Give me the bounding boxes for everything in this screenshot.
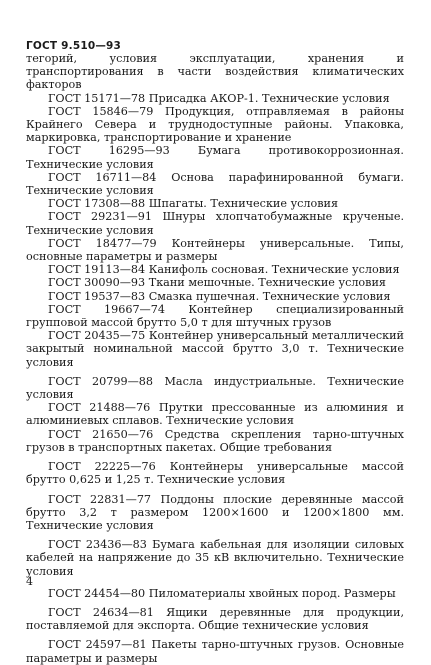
list-item: ГОСТ 17308—88 Шпагаты. Технические условия (48, 197, 339, 211)
list-item: ГОСТ 22225—76 Контейнеры универсальные массой брутто 0,625 и 1,25 т. Технические условия (26, 460, 404, 487)
page-header: ГОСТ 9.510—93 (26, 40, 122, 52)
list-item: ГОСТ 18477—79 Контейнеры универсальные. Типы, основные параметры и размеры (26, 236, 404, 264)
list-item: ГОСТ 16295—93 Бумага противокоррозионная. Технические условия (26, 144, 404, 171)
list-item: ГОСТ 21488—76 Прутки прессованные из алюминия и алюминиевых сплавов. Технические условия (26, 401, 404, 428)
list-item: ГОСТ 24597—81 Пакеты тарно-штучных грузов. Основные параметры и размеры (26, 638, 404, 665)
list-item: ГОСТ 21650—76 Средства скрепления тарно-штучных грузов в транспортных пакетах. Общие требования (26, 427, 404, 454)
list-item: тегорий, условия эксплуатации, хранения и транспортирования в части воздействия климатических факторов (26, 52, 404, 92)
list-item: ГОСТ 24634—81 Ящики деревянные для продукции, поставляемой для экспорта. Общие технические условия (26, 605, 404, 633)
list-item: ГОСТ 19113—84 Канифоль сосновая. Технические условия (48, 263, 400, 277)
list-item: ГОСТ 20435—75 Контейнер универсальный металлический закрытый номинальной массой брутто 3,0 т. Технические условия (26, 329, 404, 369)
list-item: ГОСТ 24454—80 Пиломатериалы хвойных пород. Размеры (48, 586, 396, 600)
list-item: ГОСТ 23436—83 Бумага кабельная для изоляции силовых кабелей на напряжение до 35 кВ включительно. Технические условия (26, 538, 404, 578)
list-item: ГОСТ 15846—79 Продукция, отправляемая в районы Крайнего Севера и труднодоступные районы. Упаковка, маркировка, транспортирование и хранение (26, 104, 404, 145)
reference-list (26, 52, 404, 665)
list-item: ГОСТ 19667—74 Контейнер специализированный групповой массой брутто 5,0 т для штучных грузов (26, 302, 404, 330)
list-item: ГОСТ 29231—91 Шнуры хлопчатобумажные крученые. Технические условия (26, 210, 404, 237)
list-item: ГОСТ 22831—77 Поддоны плоские деревянные массой брутто 3,2 т размером 1200×1600 и 1200×1800 мм. Технические условия (26, 492, 404, 532)
page-number: 4 (26, 575, 33, 588)
list-item: ГОСТ 16711—84 Основа парафинированной бумаги. Технические условия (26, 170, 404, 198)
list-item: ГОСТ 30090—93 Ткани мешочные. Технические условия (48, 276, 386, 290)
list-item: ГОСТ 20799—88 Масла индустриальные. Технические условия (26, 374, 404, 402)
list-item: ГОСТ 19537—83 Смазка пушечная. Технические условия (48, 289, 391, 303)
list-item: ГОСТ 15171—78 Присадка АКОР-1. Технические условия (48, 91, 390, 105)
